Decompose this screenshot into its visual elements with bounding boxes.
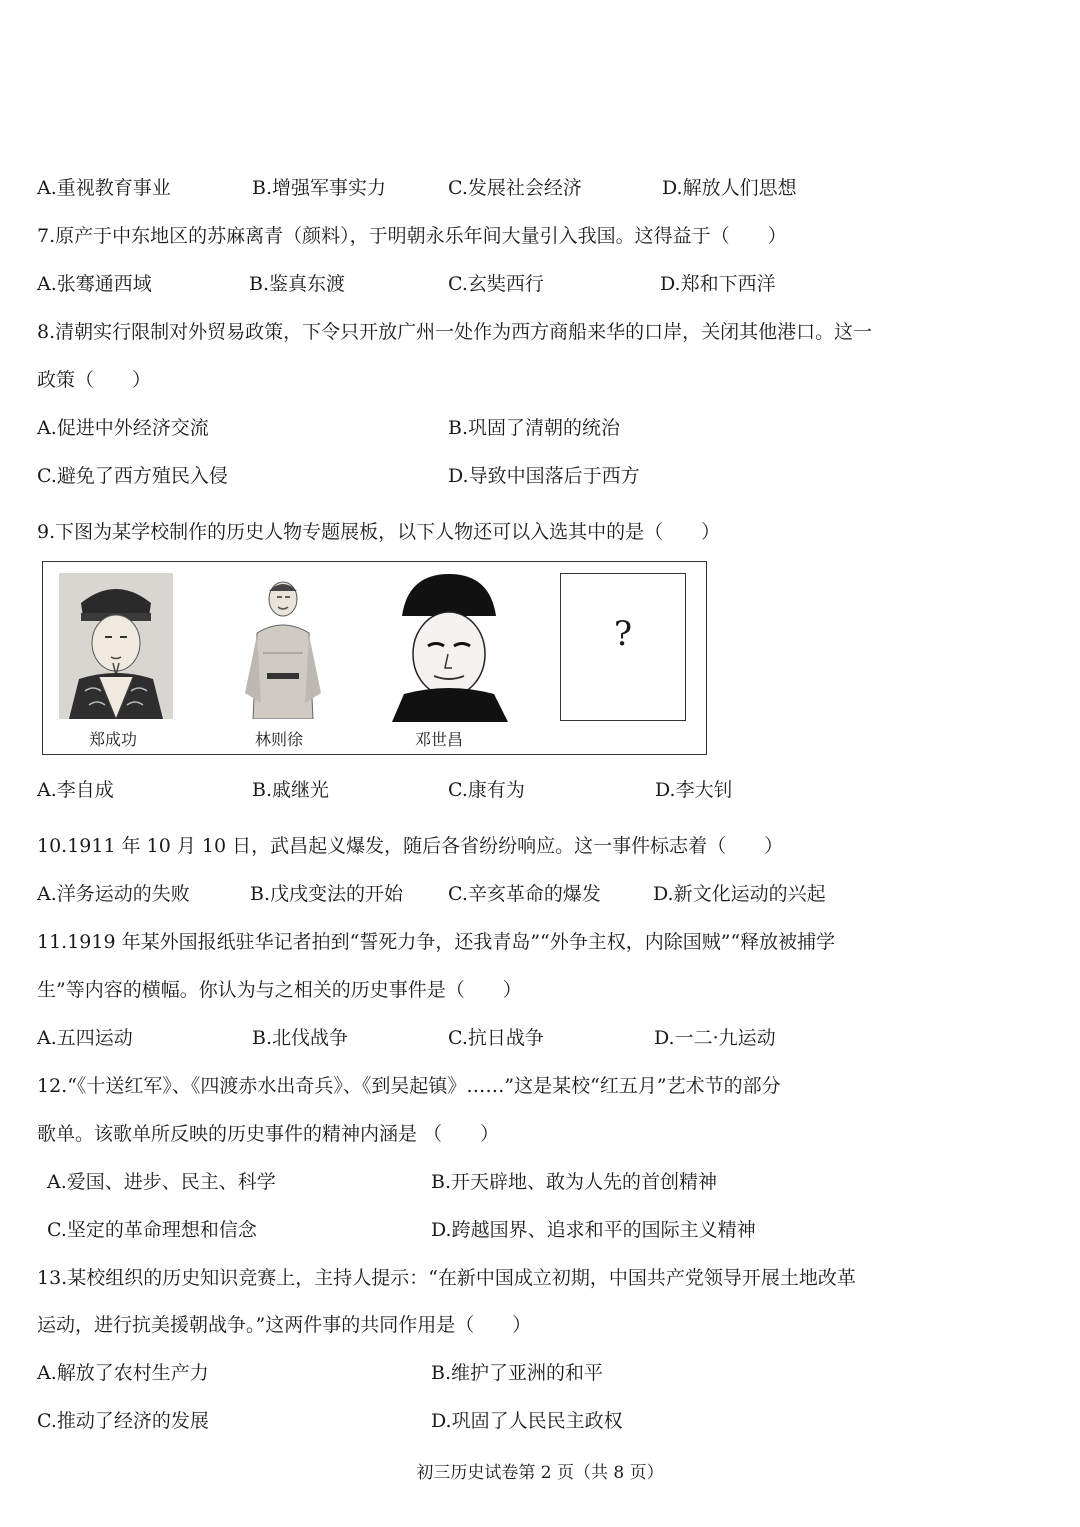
q8-option-b: B.巩固了清朝的统治 (448, 417, 621, 439)
q8-option-d: D.导致中国落后于西方 (448, 465, 640, 487)
q12-option-c: C.坚定的革命理想和信念 (47, 1219, 257, 1241)
figure-name-1: 郑成功 (89, 730, 138, 749)
unknown-figure-box (560, 573, 686, 721)
q13-option-b: B.维护了亚洲的和平 (431, 1362, 604, 1384)
q9-option-c: C.康有为 (448, 779, 525, 801)
q7-option-c: C.玄奘西行 (448, 273, 544, 295)
q7-option-a: A.张骞通西域 (37, 273, 152, 295)
q10-option-a: A.洋务运动的失败 (37, 883, 190, 905)
q7-option-d: D.郑和下西洋 (660, 273, 776, 295)
q11-stem-line1: 11.1919 年某外国报纸驻华记者拍到“誓死力争，还我青岛”“外争主权，内除国贼”“释放被捕学 (37, 931, 836, 953)
q11-option-d: D.一二·九运动 (654, 1027, 776, 1049)
q13-option-d: D.巩固了人民民主政权 (431, 1410, 623, 1432)
q12-option-a: A.爱国、进步、民主、科学 (47, 1171, 276, 1193)
q6-option-a: A.重视教育事业 (37, 177, 171, 199)
q13-stem-line2: 运动，进行抗美援朝战争。”这两件事的共同作用是（ ） (37, 1314, 532, 1336)
q13-option-c: C.推动了经济的发展 (37, 1410, 209, 1432)
figure-name-2: 林则徐 (255, 730, 304, 749)
q6-option-d: D.解放人们思想 (662, 177, 797, 199)
q8-stem-line2: 政策（ ） (37, 369, 152, 391)
question-mark: ? (613, 614, 633, 654)
q12-stem-line1: 12.“《十送红军》、《四渡赤水出奇兵》、《到吴起镇》……”这是某校“红五月”艺术节的部分 (37, 1075, 781, 1097)
q12-stem-line2: 歌单。该歌单所反映的历史事件的精神内涵是 （ ） (37, 1123, 500, 1145)
q9-stem: 9.下图为某学校制作的历史人物专题展板，以下人物还可以入选其中的是（ ） (37, 521, 721, 543)
lin-zexu-portrait (233, 573, 333, 719)
zheng-chenggong-portrait (59, 573, 173, 719)
history-figure-board (42, 561, 707, 755)
q8-stem-line1: 8.清朝实行限制对外贸易政策，下令只开放广州一处作为西方商船来华的口岸，关闭其他港口。这一 (37, 321, 873, 343)
q13-option-a: A.解放了农村生产力 (37, 1362, 209, 1384)
q11-option-c: C.抗日战争 (448, 1027, 544, 1049)
q13-stem-line1: 13.某校组织的历史知识竞赛上，主持人提示：“在新中国成立初期，中国共产党领导开展土地改革 (37, 1267, 856, 1289)
deng-shichang-portrait (386, 570, 512, 722)
page-footer: 初三历史试卷第 2 页（共 8 页） (416, 1463, 664, 1483)
q10-option-b: B.戊戌变法的开始 (250, 883, 404, 905)
q10-stem: 10.1911 年 10 月 10 日，武昌起义爆发，随后各省纷纷响应。这一事件标志着（ ） (37, 835, 784, 857)
q7-option-b: B.鉴真东渡 (249, 273, 346, 295)
q8-option-c: C.避免了西方殖民入侵 (37, 465, 228, 487)
q9-option-a: A.李自成 (37, 779, 114, 801)
q12-option-b: B.开天辟地、敢为人先的首创精神 (431, 1171, 718, 1193)
q11-stem-line2: 生”等内容的横幅。你认为与之相关的历史事件是（ ） (37, 979, 522, 1001)
q11-option-a: A.五四运动 (37, 1027, 133, 1049)
q9-option-d: D.李大钊 (655, 779, 733, 801)
q6-option-b: B.增强军事实力 (252, 177, 387, 199)
q8-option-a: A.促进中外经济交流 (37, 417, 209, 439)
figure-name-3: 邓世昌 (415, 730, 464, 749)
q6-option-c: C.发展社会经济 (448, 177, 582, 199)
q10-option-c: C.辛亥革命的爆发 (448, 883, 601, 905)
q10-option-d: D.新文化运动的兴起 (653, 883, 826, 905)
q11-option-b: B.北伐战争 (252, 1027, 349, 1049)
q9-option-b: B.戚继光 (252, 779, 330, 801)
q7-stem: 7.原产于中东地区的苏麻离青（颜料），于明朝永乐年间大量引入我国。这得益于（ ） (37, 225, 787, 247)
q12-option-d: D.跨越国界、追求和平的国际主义精神 (431, 1219, 756, 1241)
